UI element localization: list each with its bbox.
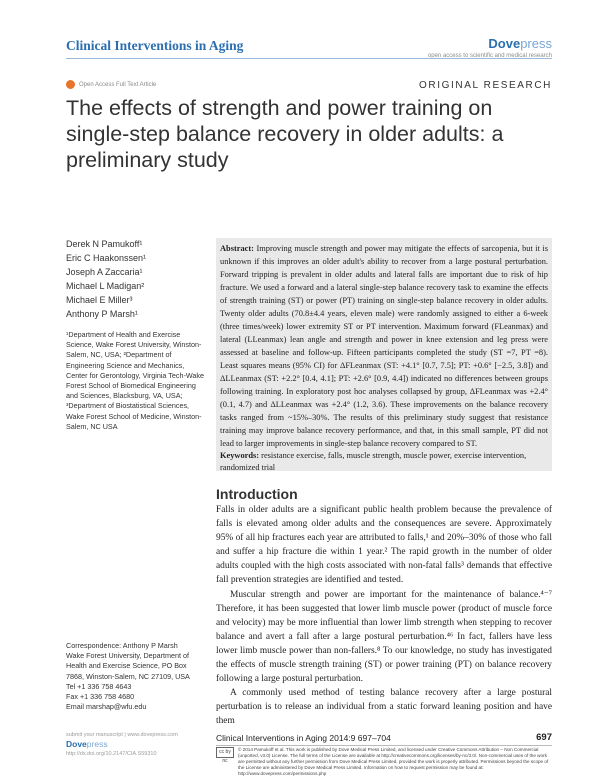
- author: Anthony P Marsh¹: [66, 309, 138, 319]
- footer-left: [66, 731, 178, 758]
- keywords-label: Keywords:: [220, 451, 260, 460]
- author: Michael E Miller³: [66, 295, 133, 305]
- paragraph: A commonly used method of testing balance recovery after a large postural perturbation is to release an individual from a static forward leaning position and have them: [216, 688, 552, 727]
- open-access-icon: [66, 80, 75, 89]
- keywords-list: resistance exercise, falls, muscle strength, muscle power, exercise intervention, randomized trial: [220, 451, 527, 472]
- keywords: [216, 450, 552, 474]
- abstract-label: Abstract:: [220, 244, 254, 253]
- correspondence-email[interactable]: Email marshap@wfu.edu: [66, 702, 147, 712]
- publisher-suffix: press: [520, 36, 552, 51]
- publisher-logo[interactable]: [428, 36, 552, 59]
- author: Eric C Haakonssen¹: [66, 253, 147, 263]
- correspondence: [66, 641, 206, 712]
- author: Derek N Pamukoff¹: [66, 239, 143, 249]
- open-access-badge: [66, 80, 156, 89]
- author: Michael L Madigan²: [66, 281, 145, 291]
- abstract-body: Improving muscle strength and power may mitigate the effects of sarcopenia, but it is unknown if this improves an older adult's ability to recover from a large postural perturbation. Forward tripping is prevalent in older adults and lateral falls are important due to risk of hip fracture. We used a forward and a lateral single-step balance recovery task to examine the effects of strength training (ST) or power (PT) training on single-step balance recovery in older adults. Twenty older adults (70.8±4.4 years, eleven male) were randomly assigned to either a 6-week (three times/week) lower extremity ST or PT intervention. Maximum forward (FLeanmax) and lateral (LLeanmax) lean angle and strength and power in knee extension and leg press were assessed at baseline and follow-up. Fifteen participants completed the study (ST =7, PT =8). Least squares means (95% CI) for ΔFLeanmax (ST: +4.1° [0.7, 7.5]; PT: +0.6° [−2.5, 3.8]) and ΔLLeanmax (ST: +2.2° [0.4, 4.1]; PT: +2.6° [0.9, 4.4]) indicated no differences between groups following training. In exploratory post hoc analyses collapsed by group, ΔFLeanmax was +2.4° (0.1, 4.7) and ΔLLeanmax was +2.4° (1.2, 3.6). These improvements on the balance recovery tasks ranged from ~15%–30%. The results of this preliminary study suggest that resistance training may improve balance recovery performance, and that, in this small sample, PT did not lead to larger improvements in single-step balance recovery compared to ST.: [220, 244, 548, 448]
- footer-brand-name: Dove: [66, 739, 87, 749]
- article-title: The effects of strength and power training on single-step balance recovery in older adults: a preliminary study: [66, 96, 504, 172]
- section-label: ORIGINAL RESEARCH: [419, 80, 552, 91]
- open-access-label: Open Access Full Text Article: [79, 81, 157, 88]
- footer-divider: [216, 745, 552, 746]
- publisher-name: Dove: [488, 36, 521, 51]
- submit-link[interactable]: submit your manuscript | www.dovepress.com: [66, 732, 178, 738]
- footer-citation: Clinical Interventions in Aging 2014:9 697–704: [216, 733, 391, 743]
- correspondence-tel: Tel +1 336 758 4643: [66, 681, 132, 691]
- paragraph: Falls in older adults are a significant public health problem because the prevalence of falls is elevated among older adults and the consequences are severe. Approximately 95% of all hip fractures each year are attributed to falls,¹ and 20%–30% of those who fall and suffer a hip fracture die within 1 year.² The rapid growth in the number of older adults coupled with the high costs associated with non-fatal falls³ demands that effective fall prevention strategies are identified and tested.: [216, 505, 552, 586]
- abstract-box: [216, 238, 552, 471]
- publisher-tagline: open access to scientific and medical research: [427, 53, 552, 59]
- license-block: [216, 747, 552, 777]
- paragraph: Muscular strength and power are important for the maintenance of balance.⁴⁻⁷ Therefore, it has been suggested that lower limb muscle power (product of muscle force and velocity) may be more influential than lower limb strength when stepping to recover balance and avert a fall after a large postural perturbation.⁴⁶ In fact, fallers have less lower limb muscle power than non-fallers.⁸ To our knowledge, no study has investigated the effects of muscle strength training (ST) or power training (PT) on balance recovery following a large postural perturbation.: [216, 589, 552, 685]
- abstract: [216, 238, 552, 450]
- correspondence-label: Correspondence: Anthony P Marsh: [66, 641, 178, 650]
- journal-title: Clinical Interventions in Aging: [66, 38, 244, 53]
- correspondence-address: Wake Forest University, Department of Health and Exercise Science, PO Box 7868, Winston-Salem, NC 27109, USA: [66, 651, 190, 681]
- footer-brand-suffix: press: [86, 739, 108, 749]
- affiliations: ¹Department of Health and Exercise Science, Wake Forest University, Winston-Salem, NC, USA; ²Department of Engineering Science and Mechanics, Center for Gerontology, Virginia Tech-Wake Forest School of Biomedical Engineering and Sciences, Blacksburg, VA, USA; ³Department of Biostatistical Sciences, Wake Forest School of Medicine, Winston-Salem, NC USA: [66, 330, 204, 431]
- introduction-body: [216, 503, 552, 729]
- page-number: 697: [536, 732, 552, 743]
- doi-link[interactable]: http://dx.doi.org/10.2147/CIA.S59310: [66, 751, 157, 757]
- author-list: [66, 237, 206, 321]
- license-text: © 2014 Pamukoff et al. This work is published by Dove Medical Press Limited, and licensed under Creative Commons Attribution – Non Commercial (unported, v3.0) License. The full terms of the License are available at http://creativecommons.org/licenses/by-nc/3.0/. Non-commercial uses of the work are permitted without any further permission from Dove Medical Press Limited, provided the work is properly attributed. Permissions beyond the scope of the License are administered by Dove Medical Press Limited. Information on how to request permission may be found at: http://www.dovepress.com/permissions.php: [238, 747, 549, 776]
- section-heading-introduction: Introduction: [216, 486, 298, 502]
- author: Joseph A Zaccaria¹: [66, 267, 143, 277]
- correspondence-fax: Fax +1 336 758 4680: [66, 692, 135, 702]
- creative-commons-icon[interactable]: cc by nc: [216, 747, 234, 758]
- header-divider: [66, 58, 552, 59]
- footer-brand[interactable]: [66, 739, 178, 750]
